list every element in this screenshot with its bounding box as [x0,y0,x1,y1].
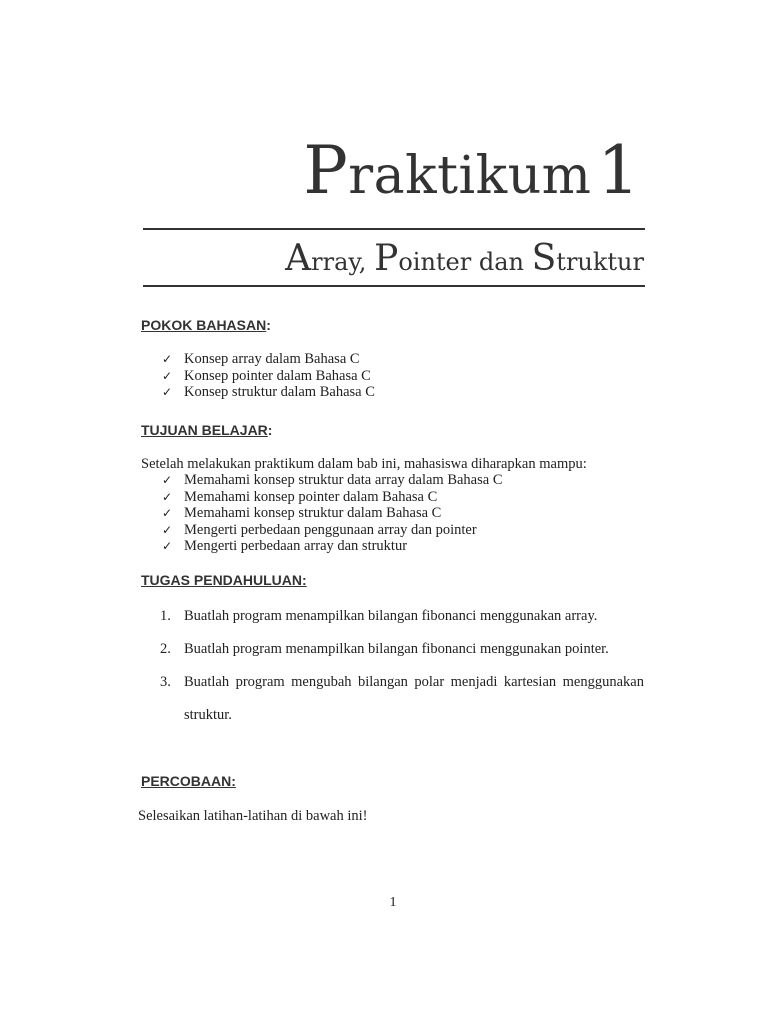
list-item: ✓ Mengerti perbedaan array dan struktur [162,538,408,554]
pokok-bahasan-heading: POKOK BAHASAN: [141,317,271,333]
check-icon: ✓ [162,506,173,520]
list-item: ✓ Konsep array dalam Bahasa C [162,351,360,367]
subtitle-word-pointer: ointer dan [398,248,524,276]
list-item: ✓ Konsep pointer dalam Bahasa C [162,367,371,384]
percobaan-heading: PERCOBAAN: [141,773,236,789]
check-icon: ✓ [162,539,173,553]
check-icon: ✓ [162,473,173,487]
list-item: 3. Buatlah program mengubah bilangan polar menjadi kartesian menggunakan struktur. [160,666,644,732]
check-icon: ✓ [162,489,173,504]
title-initial: P [303,132,349,209]
title-number: 1 [597,132,640,209]
check-icon: ✓ [162,522,173,537]
percobaan-text: Selesaikan latihan-latihan di bawah ini! [138,808,368,824]
subtitle-word-struktur: truktur [556,248,644,276]
list-item: ✓ Memahami konsep pointer dalam Bahasa C [162,488,438,505]
chapter-subtitle [285,238,644,279]
list-item: ✓ Memahami konsep struktur dalam Bahasa C [162,505,442,521]
tugas-pendahuluan-list [160,608,644,732]
title-rule-bottom [143,285,645,287]
task-3-line-1: Buatlah program mengubah bilangan polar menjadi kartesian menggunakan [184,674,644,690]
check-icon: ✓ [162,368,173,383]
tugas-pendahuluan-heading: TUGAS PENDAHULUAN: [141,572,307,588]
check-icon: ✓ [162,385,173,399]
pokok-bahasan-list [162,351,375,401]
list-item: 2. Buatlah program menampilkan bilangan fibonanci menggunakan pointer. [160,641,609,657]
subtitle-cap-a: A [285,238,312,279]
subtitle-word-array: rray, [311,248,367,276]
list-item: ✓ Memahami konsep struktur data array dalam Bahasa C [162,472,503,488]
tujuan-belajar-heading: TUJUAN BELAJAR: [141,422,273,438]
list-item: 1. Buatlah program menampilkan bilangan fibonanci menggunakan array. [160,608,598,624]
list-item: ✓ Konsep struktur dalam Bahasa C [162,384,375,400]
tujuan-intro: Setelah melakukan praktikum dalam bab ini, mahasiswa diharapkan mampu: [141,456,587,472]
check-icon: ✓ [162,352,173,366]
tujuan-belajar-list [162,472,503,555]
task-3-line-2: struktur. [184,707,232,723]
chapter-title [303,132,640,209]
subtitle-cap-s: S [531,238,557,279]
subtitle-cap-p: P [374,238,399,279]
title-rest: raktikum [348,146,592,206]
title-rule-top [143,228,645,230]
list-item: ✓ Mengerti perbedaan penggunaan array dan pointer [162,521,477,538]
page-number: 1 [389,895,397,910]
